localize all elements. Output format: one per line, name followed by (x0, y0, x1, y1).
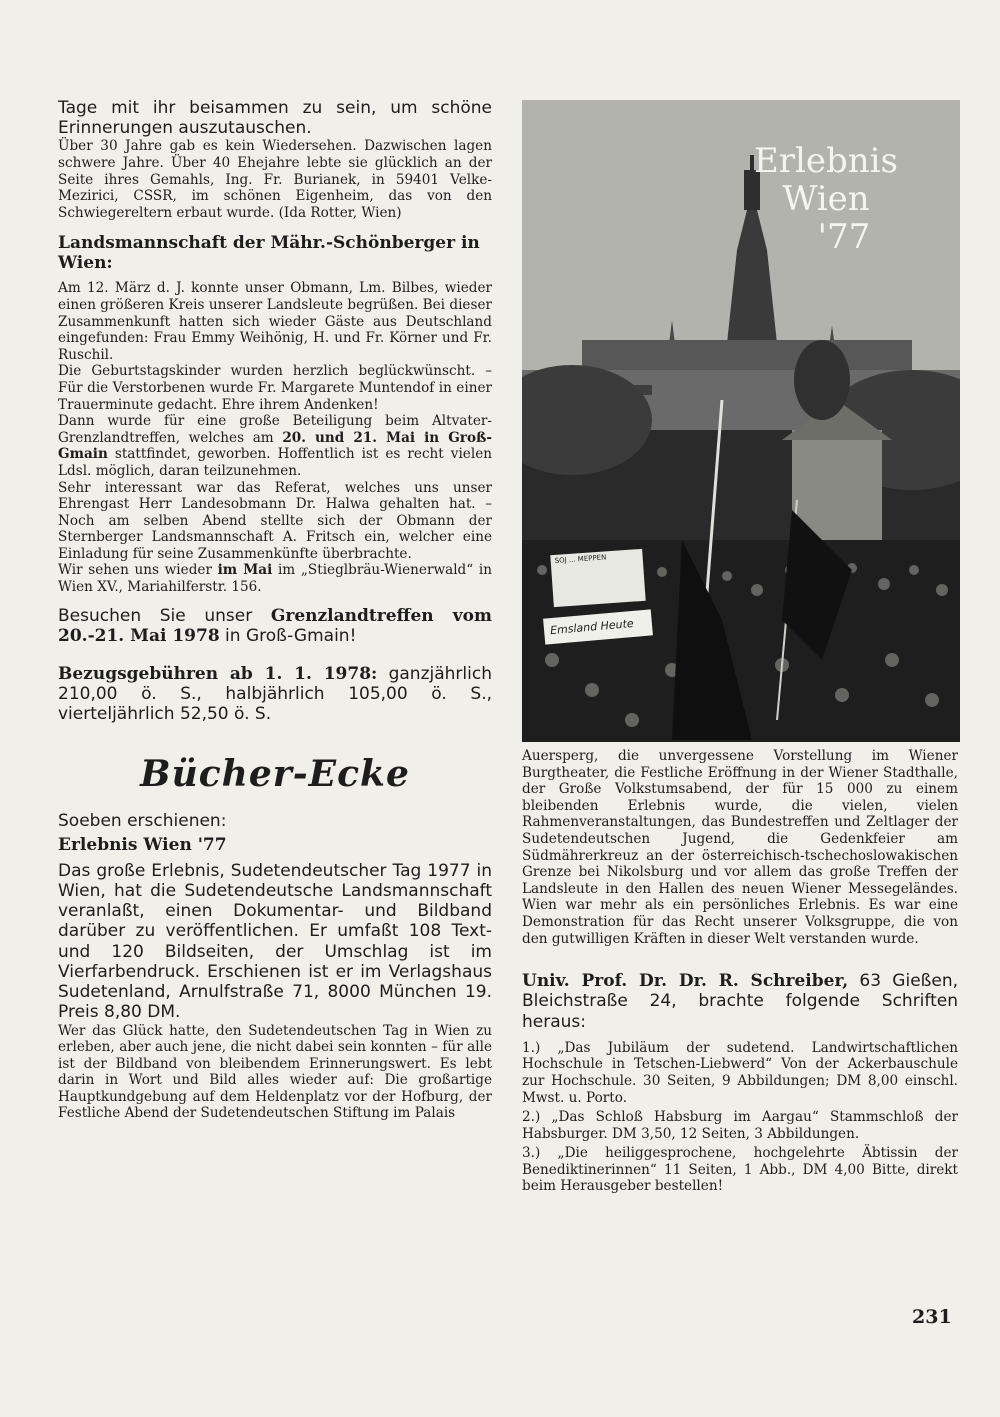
text: stattfindet, geworben. Hoffentlich ist es recht vielen Ldsl. möglich, daran teilzunehmen. (58, 446, 492, 479)
paragraph: Die Geburtstagskinder wurden herzlich beglückwünscht. – Für die Verstorbenen wurde Fr. Margarete Muntendof in einer Trauerminute gedacht. Ehre ihrem Andenken! (58, 363, 492, 413)
text: Wir sehen uns wieder (58, 562, 218, 579)
list-item: 2.) „Das Schloß Habsburg im Aargau“ Stammschloß der Habsburger. DM 3,50, 12 Seiten, 3 Abbildungen. (522, 1109, 958, 1142)
soeben-label: Soeben erschienen: (58, 810, 227, 831)
text: in Groß-Gmain! (219, 625, 357, 646)
bold-text: im Mai (217, 562, 273, 579)
section-title-buecher-ecke: Bücher-Ecke (140, 752, 410, 795)
page-number: 231 (912, 1306, 952, 1328)
bold-text: Grenzlandtreffen vom 20.-21. Mai 1978 (58, 605, 492, 646)
paragraph: Sehr interessant war das Referat, welches uns unser Ehrengast Herr Landesobmann Dr. Halwa gehalten hat. – Noch am selben Abend stellte sich der Obmann der Sternberger Landsmannschaft A. Fritsch ein, welcher eine Einladung für seine Zusammenkünfte überbrachte. (58, 479, 492, 562)
book-title: Erlebnis Wien '77 (58, 834, 227, 855)
paragraph: Am 12. März d. J. konnte unser Obmann, Lm. Bilbes, wieder einen größeren Kreis unserer Landsleute begrüßen. Bei dieser Zusammenkunft hatten sich wieder Gäste aus Deutschland eingefunden: Frau Emmy Weihönig, H. und Fr. Körner und Fr. Ruschil. (58, 280, 492, 363)
text: im „Stieglbräu-Wienerwald“ in Wien XV., Mariahilferstr. 156. (58, 562, 492, 596)
section-heading-landsmannschaft: Landsmannschaft der Mähr.-Schönberger in Wien: (58, 233, 480, 274)
book-description-small: Wer das Glück hatte, den Sudetendeutschen Tag in Wien zu erleben, aber auch jene, die nicht dabei sein konnten – für alle ist der Bildband von bleibendem Erinnerungswert. Es lebt darin in Wort und Bild alles wieder auf: Die großartige Hauptkundgebung auf dem Heldenplatz vor der Hofburg, der Festliche Abend der Sudetendeutschen Stiftung im Palais (58, 1022, 492, 1122)
list-item: 1.) „Das Jubiläum der sudetend. Landwirtschaftlichen Hochschule in Tetschen-Liebwerd“ Von der Ackerbauschule zur Hochschule. 30 Seiten, 9 Abbildungen; DM 8,00 einschl. Mwst. u. Porto. (522, 1039, 958, 1106)
continuation-text: Auersperg, die unvergessene Vorstellung im Wiener Burgtheater, die Festliche Eröffnung in der Wiener Stadthalle, der Große Volkstumsabend, der für 15 000 zu einem bleibenden Erlebnis wurde, die vielen, vielen Rahmenveranstaltungen, das Bundestreffen und Zeltlager der Sudetendeutschen Jugend, die Gedenkfeier am Südmährerkreuz an der österreichisch-tschechoslowakischen Grenze bei Nikolsburg und vor allem das große Treffen der Landsleute in den Hallen des neuen Wiener Messegeländes. Wien war mehr als ein persönliches Erlebnis. Es war eine Demonstration für das Recht unserer Volksgruppe, die von den gutwilligen Kräften in dieser Welt verstanden wurde. (522, 748, 958, 947)
cover-title-line: Erlebnis (753, 141, 898, 181)
book-cover-photo (522, 100, 960, 742)
text: Besuchen Sie unser (58, 605, 271, 626)
right-column (522, 748, 958, 1195)
book-description: Das große Erlebnis, Sudetendeutscher Tag 1977 in Wien, hat die Sudetendeutsche Landsmannschaft veranlaßt, einen Dokumentar- und Bildband darüber zu veröffentlichen. Er umfaßt 108 Text- und 120 Bildseiten, der Umschlag ist im Vierfarbendruck. Erschienen ist er im Verlagshaus Sudetenland, Arnulfstraße 71, 8000 München 19. Preis 8,80 DM. (58, 860, 492, 1023)
intro-text: Tage mit ihr beisammen zu sein, um schöne Erinnerungen auszutauschen. (58, 98, 492, 139)
notice-grenzlandtreffen (58, 606, 492, 646)
text: Dann wurde für eine große Beteiligung beim Altvater-Grenzlandtreffen, welches am (58, 413, 492, 446)
bold-text: 20. und 21. Mai in Groß-Gmain (58, 429, 492, 463)
cover-title (754, 142, 898, 256)
intro-small-text: Über 30 Jahre gab es kein Wiedersehen. Dazwischen lagen schwere Jahre. Über 40 Ehejahre lebte sie glücklich an der Seite ihres Gemahls, Ing. Fr. Burianek, in 59401 Velke-Mezirici, CSSR, im schönen Eigenheim, das von den Schwiegereltern erbaut wurde. (Ida Rotter, Wien) (58, 138, 492, 221)
cover-title-line: Wien (782, 179, 870, 219)
author-name: Univ. Prof. Dr. Dr. R. Schreiber, (522, 971, 849, 992)
left-column (58, 98, 492, 1122)
list-item: 3.) „Die heiliggesprochene, hochgelehrte Äbtissin der Benediktinerinnen“ 11 Seiten, 1 Abb., DM 4,00 Bitte, direkt beim Herausgeber bestellen! (522, 1145, 958, 1195)
paragraph (58, 562, 492, 595)
paragraph (58, 413, 492, 479)
crowd-sign: SOJ ... MEPPEN (550, 549, 645, 607)
bold-text: Bezugsgebühren ab 1. 1. 1978: (58, 664, 378, 685)
author-intro (522, 971, 958, 1032)
text: ganzjährlich 210,00 ö. S., halbjährlich 105,00 ö. S., vierteljährlich 52,50 ö. S. (58, 664, 492, 725)
notice-bezugsgebuehren (58, 664, 492, 725)
cover-title-line: '77 (817, 217, 871, 257)
crowd-sign-emsland: Emsland Heute (543, 609, 653, 644)
text: 63 Gießen, Bleichstraße 24, brachte folgende Schriften heraus: (522, 971, 958, 1032)
